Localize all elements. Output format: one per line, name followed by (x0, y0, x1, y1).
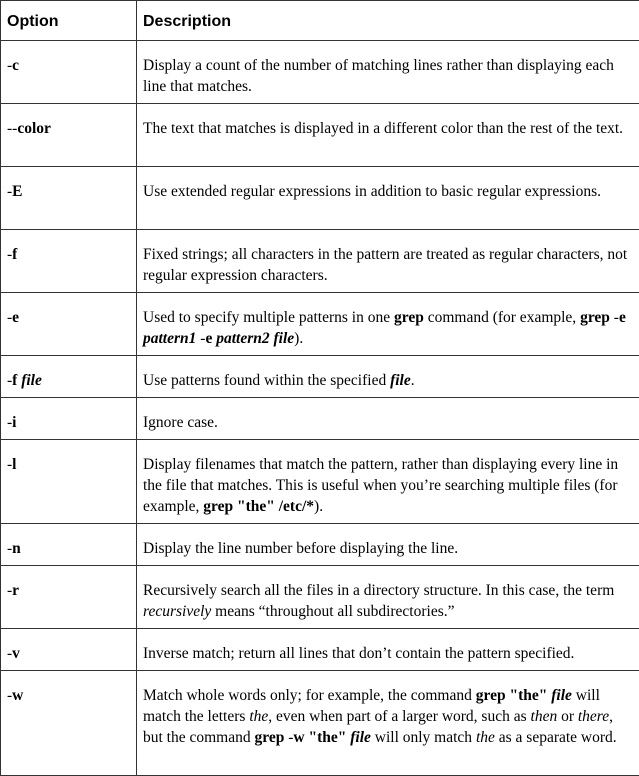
description-cell (137, 293, 639, 356)
description-text: recursively (143, 603, 212, 620)
description-text: . (410, 372, 415, 389)
description-text: grep (393, 309, 424, 326)
table-row (1, 398, 639, 440)
description-text: , even when part of a larger word, such as (268, 708, 531, 725)
option-flag: E (12, 183, 23, 200)
description-text: Fixed strings; all characters in the pattern are treated as regular characters, not regular expression characters. (143, 246, 628, 284)
description-text: there (577, 708, 610, 725)
option-flag: n (12, 540, 21, 557)
option-dash: - (7, 582, 13, 599)
option-dash: - (7, 246, 13, 263)
option-dash: - (7, 57, 13, 74)
description-text: Display a count of the number of matching lines rather than displaying each line that matches. (143, 57, 614, 95)
description-text: the (475, 729, 495, 746)
description-text: Recursively search all the files in a directory structure. In this case, the term (143, 582, 615, 599)
description-text: pattern2 file (216, 330, 295, 347)
description-cell (137, 230, 639, 293)
description-text: will match the letters (143, 687, 600, 725)
option-dash: - (7, 687, 13, 704)
description-text: Use extended regular expressions in addition to basic regular expressions. (143, 183, 601, 200)
option-flag: v (12, 645, 20, 662)
option-dash: - (7, 456, 13, 473)
option-dash: - (7, 309, 13, 326)
description-text: ). (294, 330, 304, 347)
option-dash: - (7, 540, 13, 557)
description-cell (137, 104, 639, 167)
description-text: w "the" (293, 729, 347, 746)
option-dash: - (7, 183, 13, 200)
option-flag: color (17, 120, 51, 137)
description-text: The text that matches is displayed in a different color than the rest of the text. (143, 120, 624, 137)
option-cell (1, 104, 137, 167)
option-flag: f (12, 372, 18, 389)
description-text: - (196, 330, 206, 347)
description-text: - (284, 729, 294, 746)
table-header-row (1, 1, 639, 41)
option-flag: w (12, 687, 24, 704)
option-cell (1, 440, 137, 524)
option-cell (1, 293, 137, 356)
description-text: as a separate word. (494, 729, 617, 746)
table-row (1, 167, 639, 230)
option-dash: - (7, 372, 13, 389)
description-cell (137, 167, 639, 230)
option-flag: r (12, 582, 20, 599)
option-cell (1, 566, 137, 629)
option-cell (1, 356, 137, 398)
option-cell (1, 671, 137, 776)
description-text: grep (580, 309, 610, 326)
description-column-header: Description (137, 1, 639, 41)
description-text: grep "the" /etc/* (203, 498, 315, 515)
option-flag: i (12, 414, 17, 431)
table-row (1, 41, 639, 104)
table-row (1, 356, 639, 398)
description-cell (137, 671, 639, 776)
option-flag: l (12, 456, 17, 473)
table-row (1, 629, 639, 671)
description-text: pattern1 (143, 330, 197, 347)
option-cell (1, 230, 137, 293)
table-row (1, 566, 639, 629)
option-dash: - (7, 414, 13, 431)
option-column-header: Option (1, 1, 137, 41)
description-text: Inverse match; return all lines that don’t contain the pattern specified. (143, 645, 575, 662)
description-text: Use patterns found within the specified (143, 372, 391, 389)
description-text: file (551, 687, 572, 704)
description-text: e (205, 330, 213, 347)
option-cell (1, 524, 137, 566)
description-text: the (249, 708, 269, 725)
option-flag: f (12, 246, 18, 263)
description-cell (137, 566, 639, 629)
table-row (1, 230, 639, 293)
description-text: Display filenames that match the pattern, rather than displaying every line in the file that matches. This is useful when you’re searching multiple files (for example, (143, 456, 619, 515)
description-text: - (609, 309, 619, 326)
option-flag: e (12, 309, 20, 326)
description-text: means “throughout all subdirectories.” (211, 603, 455, 620)
option-cell (1, 629, 137, 671)
table-row (1, 104, 639, 167)
description-cell (137, 398, 639, 440)
description-cell (137, 524, 639, 566)
description-text: ). (314, 498, 324, 515)
option-dash: -- (7, 120, 18, 137)
table-row (1, 440, 639, 524)
description-text: grep "the" (475, 687, 548, 704)
description-text: e (618, 309, 626, 326)
option-flag: c (12, 57, 20, 74)
description-text: or (557, 708, 578, 725)
option-dash: - (7, 645, 13, 662)
description-cell (137, 629, 639, 671)
description-text: then (530, 708, 558, 725)
description-text: , but the command (143, 708, 614, 746)
table-row (1, 524, 639, 566)
description-text: file (350, 729, 371, 746)
option-cell (1, 398, 137, 440)
option-cell (1, 167, 137, 230)
description-cell (137, 356, 639, 398)
description-text: will only match (370, 729, 476, 746)
description-text: file (390, 372, 411, 389)
description-text: Ignore case. (143, 414, 218, 431)
description-cell (137, 41, 639, 104)
option-cell (1, 41, 137, 104)
option-argument: file (21, 372, 42, 389)
description-text: command (for example, (423, 309, 581, 326)
table-row (1, 671, 639, 776)
description-text: grep (254, 729, 285, 746)
table-row (1, 293, 639, 356)
description-cell (137, 440, 639, 524)
description-text: Used to specify multiple patterns in one (143, 309, 394, 326)
description-text: Display the line number before displaying the line. (143, 540, 459, 557)
description-text: Match whole words only; for example, the command (143, 687, 476, 704)
